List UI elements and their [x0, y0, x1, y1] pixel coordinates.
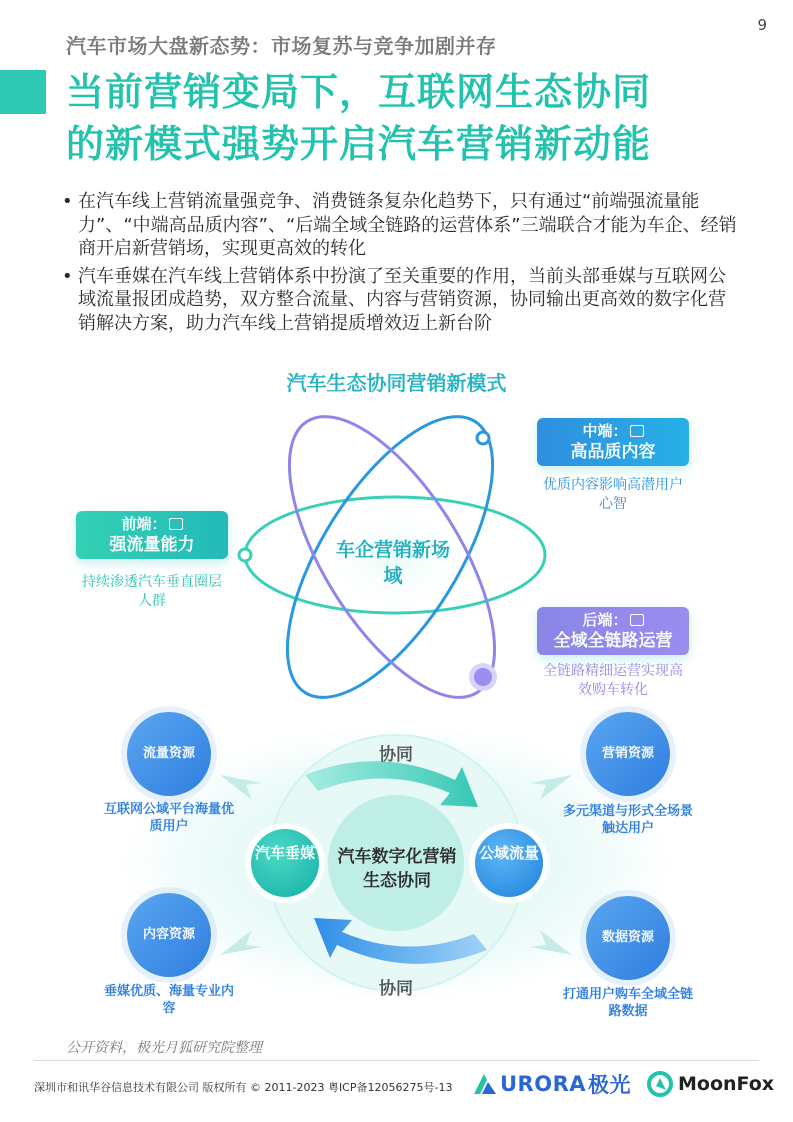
back-end-desc: 全链路精细运营实现高效购车转化: [543, 663, 683, 698]
section-subtitle: 汽车市场大盘新态势：市场复苏与竞争加剧并存: [66, 34, 497, 58]
synergy-label-bottom: 协同: [379, 979, 413, 999]
moonfox-logo: [646, 1069, 774, 1099]
aurora-logo-icon: [472, 1072, 498, 1096]
bullet-item: • 在汽车线上营销流量强竞争、消费链条复杂化趋势下，只有通过“前端强流量能力”、“中端高品质内容”、“后端全域全链路的运营体系”三端联合才能为车企、经销商开启新营销场，实现更高效的转化: [62, 190, 742, 261]
synergy-label-top: 协同: [379, 745, 413, 765]
data-resource-desc: 打通用户购车全域全链路数据: [562, 987, 693, 1019]
aurora-logo: [472, 1069, 631, 1099]
aurora-logo-cn: 极光: [588, 1073, 631, 1097]
vertical-media-label: 汽车垂媒: [255, 844, 316, 862]
diagram-title: 汽车生态协同营销新模式: [286, 371, 507, 395]
mid-end-title: 高品质内容: [570, 442, 656, 462]
node-purple: [474, 668, 492, 686]
center-label: 车企营销新场域: [335, 539, 450, 587]
copyright-text: 深圳市和讯华谷信息技术有限公司 版权所有 © 2011-2023 粤ICP备12056275号-13: [34, 1081, 453, 1094]
page-title: [66, 66, 766, 170]
front-end-title: 强流量能力: [109, 535, 195, 555]
source-note: 公开资料，极光月狐研究院整理: [66, 1040, 262, 1056]
chart-icon: [169, 518, 183, 530]
page-number: 9: [757, 16, 767, 34]
node-green: [239, 549, 251, 561]
mid-end-tag: [537, 418, 689, 466]
node-blue: [477, 432, 489, 444]
bullet-item: • 汽车垂媒在汽车线上营销体系中扮演了至关重要的作用，当前头部垂媒与互联网公域流量报团成趋势，双方整合流量、内容与营销资源，协同输出更高效的数字化营销解决方案，助力汽车线上营销提质增效迈上新台阶: [62, 265, 742, 336]
traffic-resource-circle: 流量资源: [127, 712, 211, 796]
mid-end-desc: 优质内容影响高潜用户心智: [543, 477, 683, 512]
footer-divider: [34, 1060, 759, 1061]
data-resource-circle: 数据资源: [586, 896, 670, 980]
content-resource-circle: 内容资源: [127, 893, 211, 977]
front-end-label: 前端：: [121, 515, 167, 533]
front-end-desc: 持续渗透汽车垂直圈层人群: [82, 574, 222, 609]
aurora-logo-text: URORA: [500, 1072, 586, 1096]
traffic-resource-desc: 互联网公域平台海量优质用户: [103, 802, 234, 834]
back-end-label: 后端：: [582, 611, 628, 629]
route-icon: [630, 614, 644, 626]
ecosystem-center-label: 汽车数字化营销生态协同: [337, 847, 457, 891]
title-line-2: 的新模式强势开启汽车营销新动能: [66, 122, 652, 166]
content-resource-desc: 垂媒优质、海量专业内容: [103, 984, 234, 1016]
back-end-title: 全域全链路运营: [553, 631, 673, 651]
mid-end-label: 中端：: [582, 422, 628, 440]
marketing-resource-circle: 营销资源: [586, 712, 670, 796]
moonfox-logo-icon: [646, 1070, 674, 1098]
moonfox-logo-text: MoonFox: [678, 1073, 775, 1095]
front-end-tag: [76, 511, 228, 559]
marketing-resource-desc: 多元渠道与形式全场景触达用户: [562, 804, 693, 836]
back-end-tag: [537, 607, 689, 655]
public-traffic-label: 公域流量: [479, 844, 540, 862]
document-icon: [630, 425, 644, 437]
accent-bar: [0, 70, 46, 114]
title-line-1: 当前营销变局下，互联网生态协同: [66, 70, 652, 114]
bullet-list: [62, 190, 742, 339]
